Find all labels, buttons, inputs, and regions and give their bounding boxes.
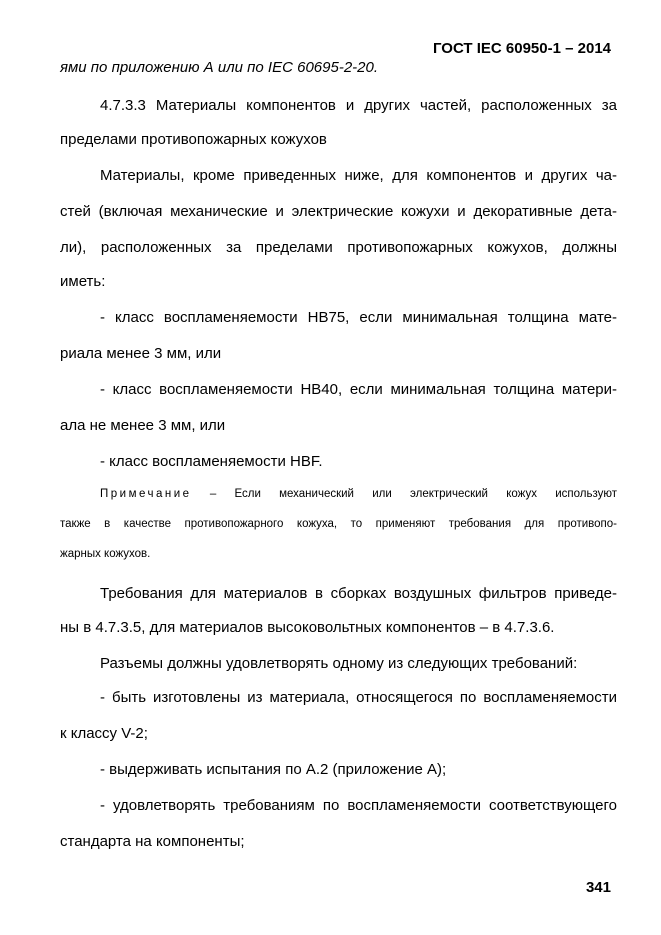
note-label: Примечание <box>100 488 192 500</box>
paragraph-1-line-3: ли), расположенных за пределами противопожарных кожухов, должны <box>60 239 617 256</box>
note-line-1 <box>100 486 617 502</box>
document-code-header: ГОСТ IEC 60950-1 – 2014 <box>432 40 611 57</box>
paragraph-1-line-2: стей (включая механические и электрические кожухи и декоративные дета- <box>60 203 617 220</box>
connector-req-1-line-1: - быть изготовлены из материала, относящегося по воспламеняемости <box>100 689 617 706</box>
paragraph-1-line-4: иметь: <box>60 273 106 290</box>
carry-over-line: ями по приложению А или по IEC 60695-2-20. <box>60 59 379 76</box>
paragraph-2-line-1: Требования для материалов в сборках воздушных фильтров приведе- <box>100 585 617 602</box>
list-item-hb75-line-1: - класс воспламеняемости НВ75, если минимальная толщина мате- <box>100 309 617 326</box>
section-heading-line-1: 4.7.3.3 Материалы компонентов и других частей, расположенных за <box>100 97 617 114</box>
connector-req-1-line-2: к классу V-2; <box>60 725 148 742</box>
list-item-hb40-line-1: - класс воспламеняемости НВ40, если минимальная толщина матери- <box>100 381 617 398</box>
paragraph-1-line-1: Материалы, кроме приведенных ниже, для компонентов и других ча- <box>100 167 617 184</box>
note-line-3: жарных кожухов. <box>60 548 151 560</box>
section-heading-line-2: пределами противопожарных кожухов <box>60 131 327 148</box>
page-number: 341 <box>585 879 611 896</box>
paragraph-3-line-1: Разъемы должны удовлетворять одному из следующих требований: <box>100 655 578 672</box>
list-item-hb75-line-2: риала менее 3 мм, или <box>60 345 222 362</box>
note-line-1-text: – Если механический или электрический кожух используют <box>191 488 617 500</box>
paragraph-2-line-2: ны в 4.7.3.5, для материалов высоковольтных компонентов – в 4.7.3.6. <box>60 619 555 636</box>
connector-req-2: - выдерживать испытания по А.2 (приложение А); <box>100 761 447 778</box>
list-item-hbf: - класс воспламеняемости HBF. <box>100 453 323 470</box>
note-line-2: также в качестве противопожарного кожуха, то применяют требования для противопо- <box>60 518 617 530</box>
list-item-hb40-line-2: ала не менее 3 мм, или <box>60 417 226 434</box>
connector-req-3-line-2: стандарта на компоненты; <box>60 833 245 850</box>
connector-req-3-line-1: - удовлетворять требованиям по воспламеняемости соответствующего <box>100 797 617 814</box>
